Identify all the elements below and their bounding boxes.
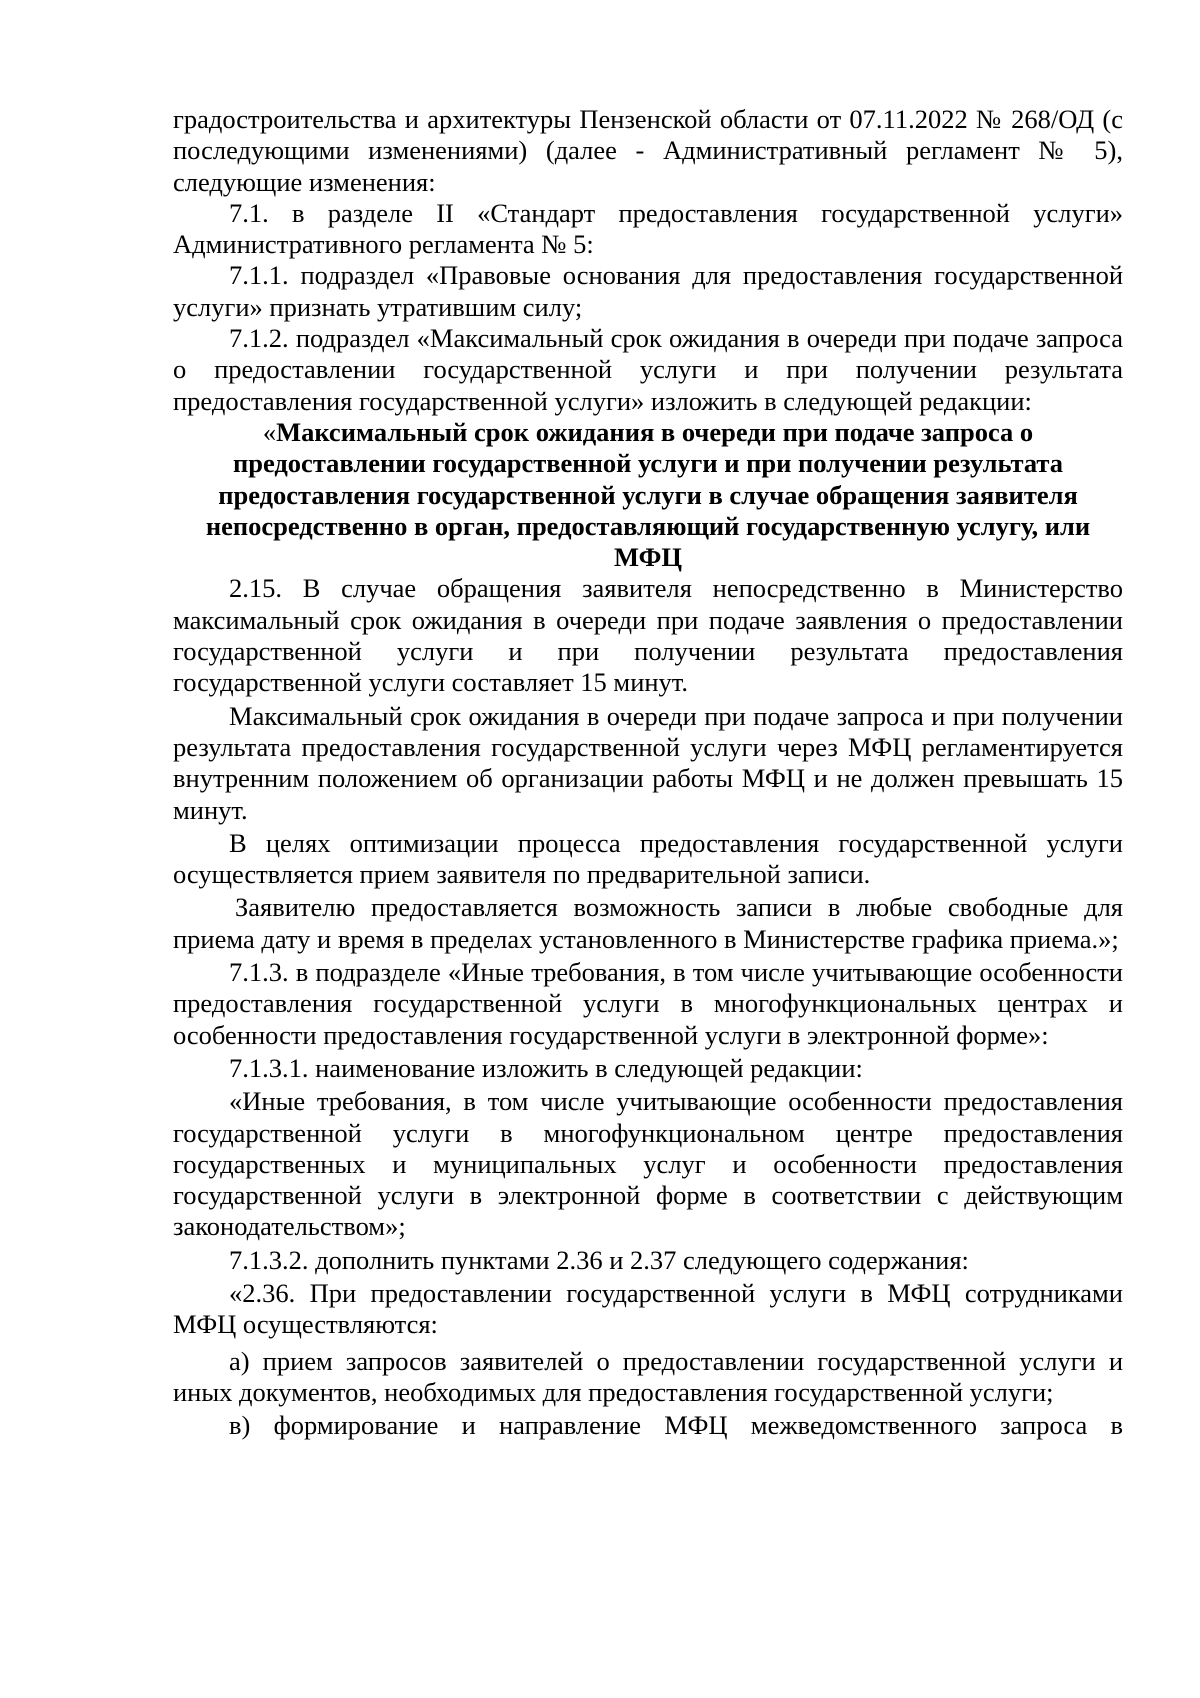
paragraph-item-v: в) формирование и направление МФЦ межведомственного запроса в xyxy=(229,1410,1123,1441)
paragraph-7-1-3: 7.1.3. в подразделе «Иные требования, в том числе учитывающие особенности предоставления государственной услуги в многофункциональных центрах и особенности предоставления государственной услуги в электронной форме»: xyxy=(173,957,1123,1050)
paragraph-2-15: 2.15. В случае обращения заявителя непосредственно в Министерство максимальный срок ожидания в очереди при подаче заявления о предоставлении государственной услуги и при получении результата предоставления государственной услуги составляет 15 минут. xyxy=(173,573,1123,698)
heading-text: Максимальный срок ожидания в очереди при подаче запроса о предоставлении государственной услуги и при получении результата предоставления государственной услуги в случае обращения заявителя непосредственно в орган, предоставляющий государственную услугу, или МФЦ xyxy=(205,416,1091,573)
paragraph-appointment: Заявителю предоставляется возможность записи в любые свободные для приема дату и время в пределах установленного в Министерстве графика приема.»; xyxy=(173,892,1123,954)
section-heading xyxy=(173,417,1123,573)
paragraph-7-1-3-1: 7.1.3.1. наименование изложить в следующей редакции: xyxy=(229,1052,863,1083)
paragraph-7-1-2: 7.1.2. подраздел «Максимальный срок ожидания в очереди при подаче запроса о предоставлении государственной услуги и при получении результата предоставления государственной услуги» изложить в следующей редакции: xyxy=(173,323,1123,416)
paragraph-mfc-wait: Максимальный срок ожидания в очереди при подаче запроса и при получении результата предоставления государственной услуги через МФЦ регламентируется внутренним положением об организации работы МФЦ и не должен превышать 15 минут. xyxy=(173,700,1123,825)
paragraph-7-1-3-2: 7.1.3.2. дополнить пунктами 2.36 и 2.37 следующего содержания: xyxy=(229,1244,969,1275)
heading-open-quote: « xyxy=(262,416,277,447)
paragraph-7-1-1: 7.1.1. подраздел «Правовые основания для предоставления государственной услуги» признать утратившим силу; xyxy=(173,260,1123,322)
paragraph-optimization: В целях оптимизации процесса предоставления государственной услуги осуществляется прием заявителя по предварительной записи. xyxy=(173,827,1123,890)
paragraph-7-1: 7.1. в разделе II «Стандарт предоставления государственной услуги» Административного регламента № 5: xyxy=(173,197,1123,260)
paragraph-item-a: а) прием запросов заявителей о предоставлении государственной услуги и иных документов, необходимых для предоставления государственной услуги; xyxy=(173,1345,1123,1407)
paragraph-2-36: «2.36. При предоставлении государственной услуги в МФЦ сотрудниками МФЦ осуществляются: xyxy=(173,1277,1123,1340)
document-page xyxy=(173,104,1123,1441)
paragraph-intro: градостроительства и архитектуры Пензенской области от 07.11.2022 № 268/ОД (с последующими изменениями) (далее - Административный регламент № 5), следующие изменения: xyxy=(173,104,1123,197)
paragraph-other-requirements: «Иные требования, в том числе учитывающие особенности предоставления государственной услуги в многофункциональном центре предоставления государственных и муниципальных услуг и особенности предоставления государственной услуги в электронной форме в соответствии с действующим законодательством»; xyxy=(173,1086,1123,1242)
